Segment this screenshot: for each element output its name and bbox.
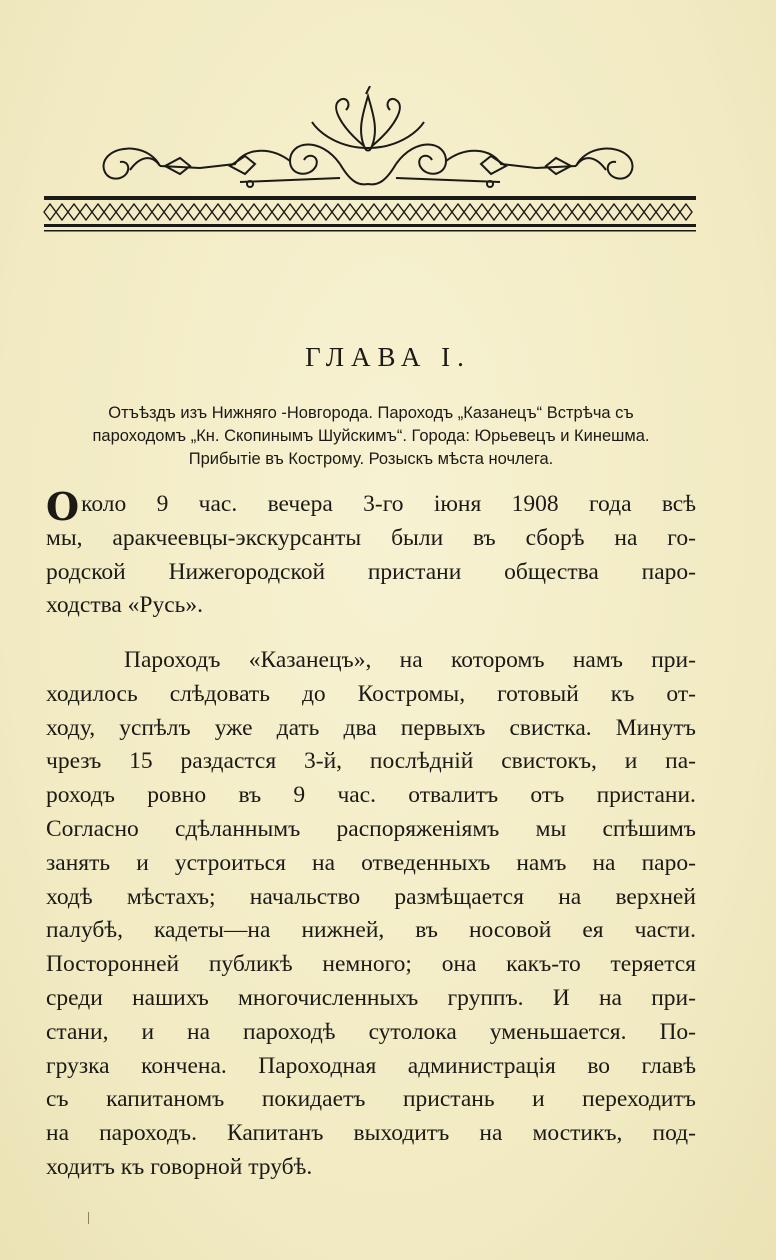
word: намъ (516, 849, 567, 876)
word: Минутъ (615, 714, 696, 741)
word: от- (666, 680, 696, 707)
word: 1908 (511, 491, 559, 517)
word: 3-го (363, 491, 404, 517)
word: на (187, 1018, 211, 1045)
word: раздастся (180, 748, 277, 775)
word: переходитъ (582, 1086, 696, 1113)
word: пароходѣ (243, 1018, 336, 1045)
summary-line: пароходомъ „Кн. Скопинымъ Шуйскимъ“. Города: Юрьевецъ и Кинешма. (92, 427, 650, 445)
word: дать (276, 714, 320, 741)
word: части. (634, 917, 696, 944)
word: немного; (322, 951, 412, 978)
word: были (391, 524, 444, 551)
word: среди (46, 984, 103, 1011)
chapter-title: ГЛАВА І. (305, 342, 471, 372)
word: кадеты—на (153, 917, 271, 944)
word: слѣдовать (169, 680, 270, 707)
word: Капитанъ (227, 1120, 324, 1147)
word: съ (46, 1086, 69, 1113)
word: администрація (407, 1052, 556, 1079)
word: теряется (610, 951, 696, 978)
word: главѣ (641, 1052, 696, 1079)
paragraph-2 (46, 644, 696, 1185)
word: аракчеевцы-экскурсанты (112, 524, 362, 551)
word: мы (535, 815, 567, 842)
word: на (592, 849, 616, 876)
word: успѣлъ (119, 714, 191, 741)
word: два (343, 714, 377, 741)
page-mark (88, 1212, 89, 1224)
word: коло (81, 491, 127, 517)
word: уже (214, 714, 253, 741)
word: свистокъ, (501, 748, 597, 775)
word: на (598, 984, 622, 1011)
word: родской (46, 558, 126, 585)
word: паро- (641, 849, 696, 876)
word: час. (337, 782, 376, 809)
text-line (46, 1117, 696, 1151)
word: ходѣ (46, 883, 93, 910)
word: въ (415, 917, 438, 944)
summary-line: Прибытіе въ Кострому. Розыскъ мѣста ночлега. (188, 450, 554, 468)
word: года (588, 491, 632, 517)
word: общества (504, 558, 599, 585)
word: 9 (293, 782, 306, 809)
word: до (301, 680, 326, 707)
word: ровно (147, 782, 207, 809)
word: отведенныхъ (361, 849, 491, 876)
word: на (399, 647, 423, 673)
word: и (532, 1086, 545, 1113)
word: чрезъ (46, 748, 102, 775)
word: ходилось (46, 680, 138, 707)
word: мѣстахъ; (126, 883, 216, 910)
word: іюня (433, 491, 482, 517)
chapter-summary (44, 402, 698, 471)
text-line (46, 678, 696, 712)
text-line (46, 1016, 696, 1050)
word: на (479, 1120, 503, 1147)
word: 3-й, (304, 748, 343, 775)
word: мостикъ, (532, 1120, 623, 1147)
word: выходитъ (353, 1120, 450, 1147)
word: пристань (402, 1086, 495, 1113)
text-line (46, 522, 696, 556)
word: на (312, 849, 336, 876)
text-line (46, 982, 696, 1016)
word: во (587, 1052, 611, 1079)
word: занять (46, 849, 111, 876)
text-line (46, 712, 696, 746)
word: многочисленныхъ (237, 984, 419, 1011)
drop-cap: О (46, 484, 80, 529)
word: вечера (267, 491, 333, 517)
word: какъ-то (506, 951, 581, 978)
word: уменьшается. (489, 1018, 627, 1045)
word: стани, (46, 1018, 109, 1045)
text-line (46, 847, 696, 881)
word: И (552, 984, 570, 1011)
word: го- (667, 524, 696, 551)
word: и (141, 1018, 155, 1045)
word: мы, (46, 524, 83, 551)
word: час. (198, 491, 238, 517)
word: Костромы, (357, 680, 466, 707)
word: первыхъ (400, 714, 486, 741)
word: под- (652, 1120, 696, 1147)
word: палубѣ, (46, 917, 123, 944)
word: верхней (615, 883, 696, 910)
word: паро- (641, 558, 696, 585)
text-line (46, 556, 696, 590)
word: въ (473, 524, 496, 551)
word: па- (665, 748, 696, 775)
word: на (46, 1120, 70, 1147)
word: на (614, 524, 638, 551)
word: По- (659, 1018, 696, 1045)
word: отвалитъ (408, 782, 499, 809)
text-line (46, 745, 696, 779)
word: носовой (468, 917, 552, 944)
word: Посторонней (46, 951, 180, 978)
word: Нижегородской (168, 558, 326, 585)
word: ея (582, 917, 604, 944)
text-line: ходитъ къ говорной трубѣ. (46, 1153, 313, 1180)
word: спѣшимъ (602, 815, 696, 842)
word: пароходъ. (99, 1120, 197, 1147)
word: ходу, (46, 714, 96, 741)
paragraph-1 (46, 484, 696, 623)
text-line: ходства «Русь». (46, 592, 204, 619)
word: пристани. (596, 782, 696, 809)
text-line (46, 948, 696, 982)
text-line (46, 881, 696, 915)
word: отъ (530, 782, 565, 809)
word: 9 (156, 491, 169, 517)
word: распоряженіямъ (336, 815, 500, 842)
word: и (624, 748, 638, 775)
decorative-headpiece (40, 86, 700, 246)
word: нижней, (301, 917, 385, 944)
word: Пароходъ (124, 647, 221, 673)
word: 15 (129, 748, 153, 775)
text-line (46, 484, 696, 529)
text-line (46, 1050, 696, 1084)
word: которомъ (451, 647, 545, 673)
text-line (46, 813, 696, 847)
word: въ (238, 782, 262, 809)
word: при- (651, 647, 696, 673)
word: капитаномъ (106, 1086, 225, 1113)
word: сдѣланнымъ (175, 815, 301, 842)
word: группъ. (447, 984, 524, 1011)
text-line (46, 1083, 696, 1117)
word: нашихъ (132, 984, 209, 1011)
word: на (558, 883, 582, 910)
word: начальство (249, 883, 361, 910)
word: Согласно (46, 815, 139, 842)
word: при- (651, 984, 696, 1011)
text-line (46, 644, 696, 678)
word: кончена. (141, 1052, 227, 1079)
word: грузка (46, 1052, 110, 1079)
text-line (46, 914, 696, 948)
word: къ (610, 680, 635, 707)
word: сутолока (368, 1018, 457, 1045)
word: «Казанецъ», (248, 647, 372, 673)
word: сборѣ (525, 524, 585, 551)
word: всѣ (661, 491, 696, 517)
word: размѣщается (394, 883, 524, 910)
word: свистка. (509, 714, 592, 741)
word: покидаетъ (261, 1086, 366, 1113)
word: намъ (572, 647, 623, 673)
word: публикѣ (208, 951, 293, 978)
word: она (441, 951, 477, 978)
first-line-text (81, 488, 696, 522)
word: роходъ (46, 782, 115, 809)
word: устроиться (174, 849, 286, 876)
summary-line: Отъѣздъ изъ Нижняго -Новгорода. Пароходъ „Казанецъ“ Встрѣча съ (108, 404, 634, 422)
word: Пароходная (258, 1052, 377, 1079)
word: пристани (367, 558, 462, 585)
word: готовый (497, 680, 579, 707)
word: и (136, 849, 149, 876)
word: послѣдній (369, 748, 474, 775)
text-line (46, 779, 696, 813)
